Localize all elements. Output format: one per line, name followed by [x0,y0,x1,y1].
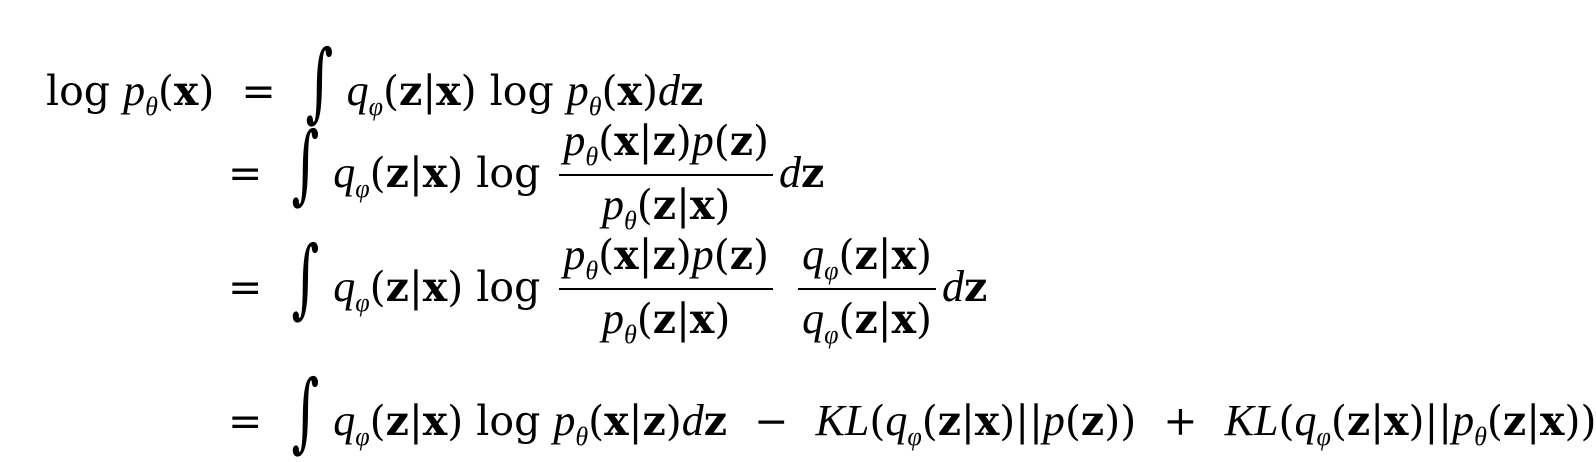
fraction: $\frac{p_\theta(x|z)p(z)}{p_\theta(z|x)}$ [559,118,773,235]
equation-line-4: = ∫ $q_\varphi(z|x)$ $\log p_\theta(x|z)dz - KL(q_\varphi(z|x)||p(z)) + KL(q_\varphi(z|x)||p_\theta(z|x))$ [228,362,1596,462]
equation-line-1: $\log p_\theta(x)$ = ∫ $q_\varphi(z|x)$ $\log p_\theta(x)dz$ [46,32,704,132]
integral-icon: ∫ [291,227,320,328]
integral-icon: ∫ [291,113,320,214]
integral-icon: ∫ [291,362,320,462]
fraction: $\frac{p_\theta(x|z)p(z)}{p_\theta(z|x)}$ [559,232,773,349]
equation-line-2: = ∫ $q_\varphi(z|x)$ log $\frac{p_\theta(x|z)p(z)}{p_\theta(z|x)}$ dz [228,113,825,236]
integral-icon: ∫ [305,32,334,132]
equation-line-3: = ∫ $q_\varphi(z|x)$ log $\frac{p_\theta(x|z)p(z)}{p_\theta(z|x)}$ $\frac{q_\varphi(z|x)}{q_\varphi(z|x)}$ dz [228,227,988,350]
fraction: $\frac{q_\varphi(z|x)}{q_\varphi(z|x)}$ [798,232,936,349]
lhs: $\log p_\theta(x)$ [46,66,215,121]
